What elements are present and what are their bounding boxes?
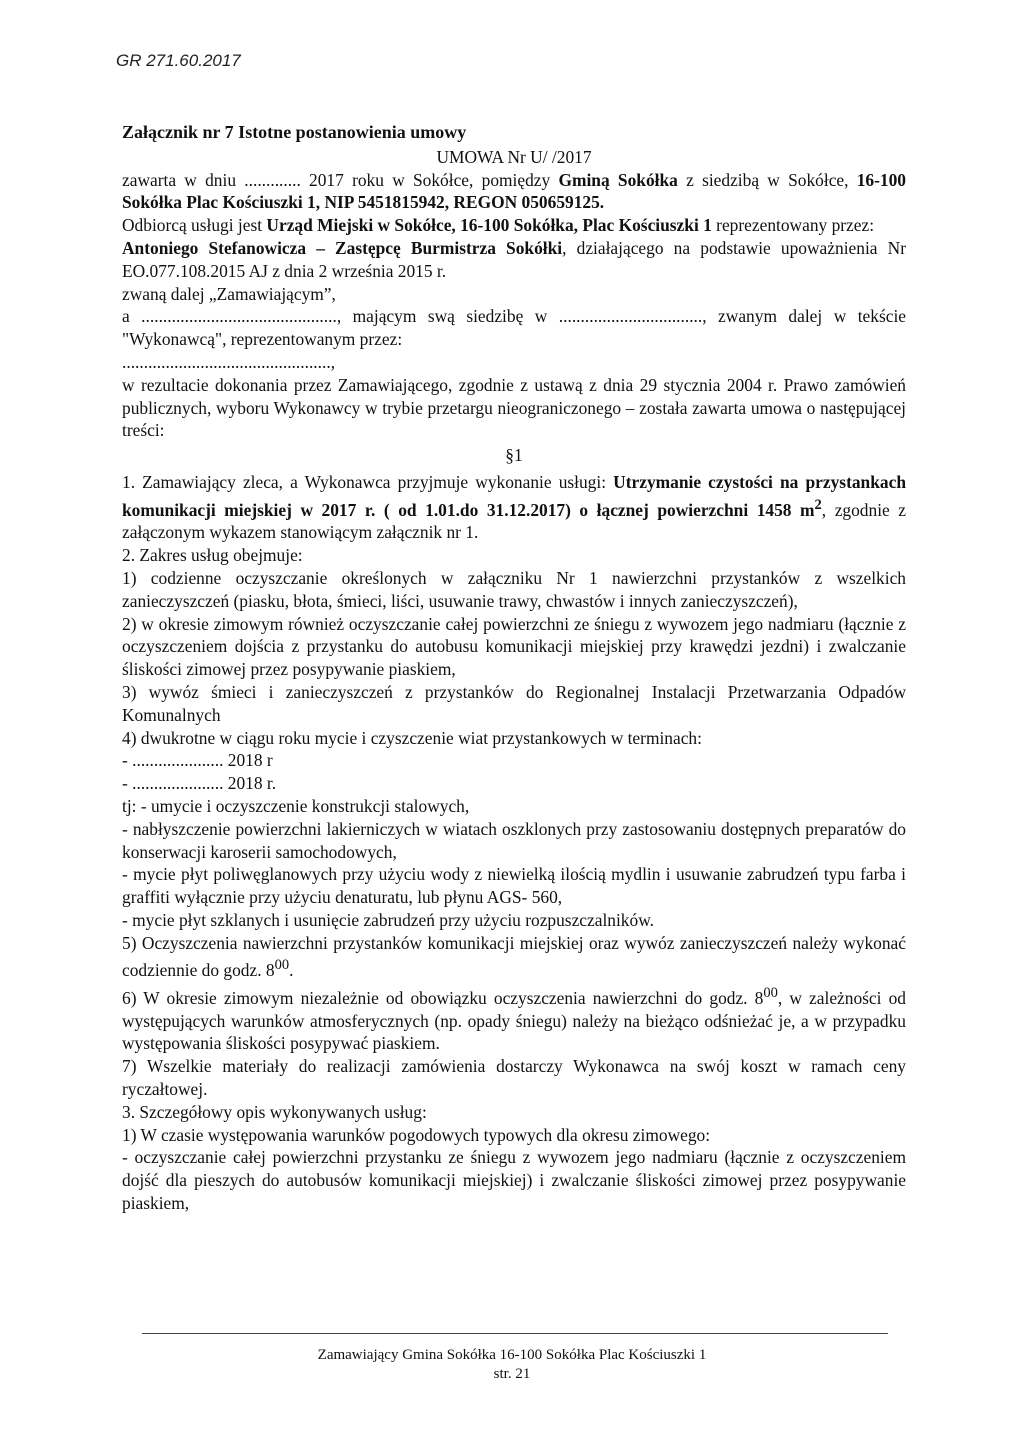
intro-recipient: Odbiorcą usługi jest Urząd Miejski w Sokółce, 16-100 Sokółka, Plac Kościuszki 1 reprezentowany przez:	[122, 215, 875, 236]
intro-basis: w rezultacie dokonania przez Zamawiającego, zgodnie z ustawą z dnia 29 stycznia 2004 r. Prawo zamówień publicznych, wyboru Wykonawcy w trybie przetargu nieograniczonego – została zawarta umowa o następującej treści:	[122, 374, 906, 441]
list-item: - mycie płyt szklanych i usunięcie zabrudzeń przy użyciu rozpuszczalników.	[122, 909, 654, 930]
intro-client-alias: zwaną dalej „Zamawiającym”,	[122, 283, 336, 304]
list-item: - nabłyszczenie powierzchni lakierniczych w wiatach oszklonych przy zastosowaniu dostępnych preparatów do konserwacji karoserii samochodowych,	[122, 818, 906, 862]
page-number: str. 21	[493, 1366, 531, 1382]
document-body	[122, 121, 906, 1215]
list-item: - ..................... 2018 r	[122, 750, 273, 771]
footer-divider	[142, 1333, 888, 1334]
list-item: - mycie płyt poliwęglanowych przy użyciu wody z niewielką ilością mydlin i usuwanie zabrudzeń typu farba i graffiti wyłącznie przy użyciu denaturatu, lub płynu AGS- 560,	[122, 864, 906, 908]
list-item: - ..................... 2018 r.	[122, 773, 277, 794]
intro-parties: zawarta w dniu ............. 2017 roku w Sokółce, pomiędzy Gminą Sokółka z siedzibą w Sokółce, 16-100 Sokółka Plac Kościuszki 1, NIP 5451815942, REGON 050659125.	[122, 169, 907, 213]
footer-address: Zamawiający Gmina Sokółka 16-100 Sokółka Plac Kościuszki 1	[317, 1347, 707, 1363]
intro-contractor-rep: ................................................,	[122, 351, 336, 372]
paragraph-7: 7) Wszelkie materiały do realizacji zamówienia dostarczy Wykonawca na swój koszt w ramach ceny ryczałtowej.	[122, 1056, 906, 1100]
reference-number: GR 271.60.2017	[116, 51, 241, 70]
paragraph-3-1-item: - oczyszczanie całej powierzchni przystanku ze śniegu z wywozem jego nadmiaru (łącznie z oczyszczeniem dojść dla pieszych do autobusów komunikacji miejskiej) i zwalczanie śliskości zimowej przez posypywanie piaskiem,	[122, 1147, 906, 1214]
paragraph-2: 2. Zakres usług obejmuje:	[122, 545, 303, 566]
list-item: tj: - umycie i oczyszczenie konstrukcji stalowych,	[122, 795, 470, 816]
list-item: 4) dwukrotne w ciągu roku mycie i czyszczenie wiat przystankowych w terminach:	[122, 727, 702, 748]
paragraph-6: 6) W okresie zimowym niezależnie od obowiązku oczyszczenia nawierzchni do godz. $8^{00}$, w zależności od występujących warunków atmosferycznych (np. opady śniegu) należy na bieżąco odśnieżać je, a w przypadku występowania śliskości posypywać piaskiem.	[122, 985, 906, 1054]
section-heading: §1	[505, 445, 523, 466]
paragraph-1: 1. Zamawiający zleca, a Wykonawca przyjmuje wykonanie usługi: Utrzymanie czystości na przystankach komunikacji miejskiej w 2017 r. ( od 1.01.do 31.12.2017) o łącznej powierzchni 1458 $m^2$, zgodnie z załączonym wykazem stanowiącym załącznik nr 1.	[122, 471, 907, 543]
intro-contractor: a ............................................., mającym swą siedzibę w ................................., zwanym dalej w tekście "Wykonawcą", reprezentowanym przez:	[122, 306, 906, 350]
intro-representative: Antoniego Stefanowicza – Zastępcę Burmistrza Sokółki, działającego na podstawie upoważnienia Nr EO.077.108.2015 AJ z dnia 2 września 2015 r.	[122, 237, 906, 281]
paragraph-5: 5) Oczyszczenia nawierzchni przystanków komunikacji miejskiej oraz wywóz zanieczyszczeń należy wykonać codziennie do godz. $8^{00}$.	[122, 932, 906, 981]
list-item: 2) w okresie zimowym również oczyszczanie całej powierzchni ze śniegu z wywozem jego nadmiaru (łącznie z oczyszczeniem dojścia z przystanku do autobusu komunikacji miejskiej przy krawędzi jezdni) i zwalczanie śliskości zimowej przez posypywanie piaskiem,	[122, 613, 906, 680]
page-footer	[0, 1346, 1024, 1384]
paragraph-3-heading: 3. Szczegółowy opis wykonywanych usług:	[122, 1101, 427, 1122]
contract-title: UMOWA Nr U/ /2017	[436, 146, 592, 167]
annex-title: Załącznik nr 7 Istotne postanowienia umowy	[122, 122, 467, 142]
list-item: 3) wywóz śmieci i zanieczyszczeń z przystanków do Regionalnej Instalacji Przetwarzania Odpadów Komunalnych	[122, 681, 906, 725]
list-item: 1) codzienne oczyszczanie określonych w załączniku Nr 1 nawierzchni przystanków z wszelkich zanieczyszczeń (piasku, błota, śmieci, liści, usuwanie trawy, chwastów i innych zanieczyszczeń),	[122, 567, 906, 611]
paragraph-3-1: 1) W czasie występowania warunków pogodowych typowych dla okresu zimowego:	[122, 1124, 711, 1145]
